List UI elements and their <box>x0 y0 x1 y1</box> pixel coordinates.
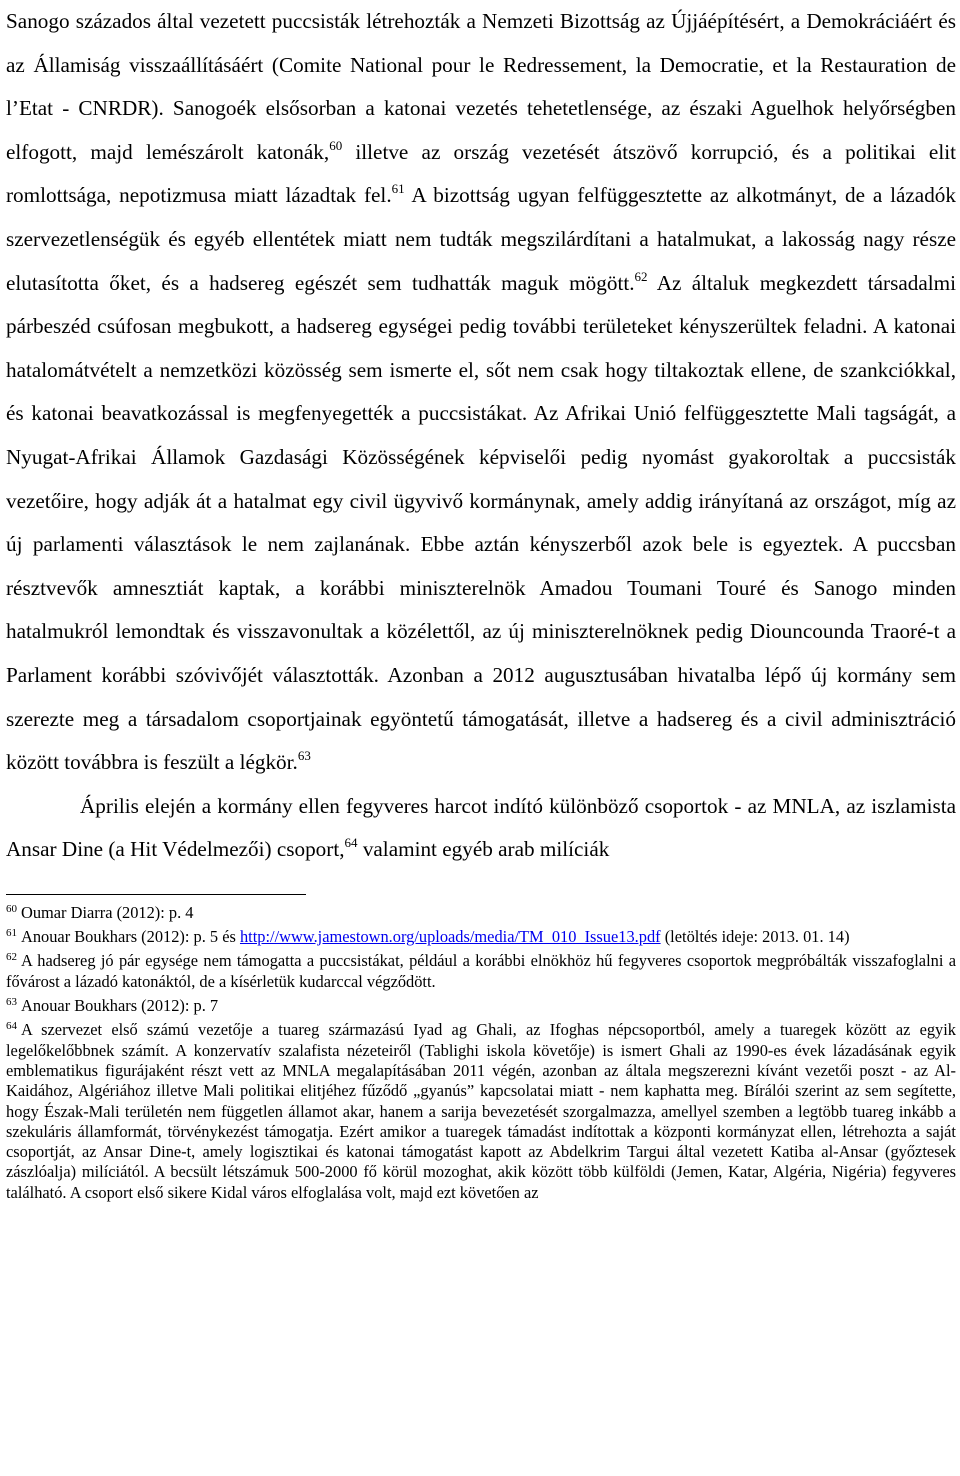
footnote-number: 62 <box>6 951 17 964</box>
footnote-64 <box>6 1020 956 1203</box>
footnote-62 <box>6 951 956 992</box>
footnote-ref-64[interactable]: 64 <box>344 835 358 851</box>
footnote-text: Oumar Diarra (2012): p. 4 <box>21 902 194 922</box>
body-paragraph-1 <box>6 0 956 785</box>
body-paragraph-2 <box>6 785 956 872</box>
footnote-separator <box>6 894 306 895</box>
paragraph-1-text-b: illetve az ország vezetését átszövő korrupció, és a politikai elit romlottsága, nepotizmusa miatt lázadtak fel. <box>6 139 956 208</box>
footnote-60 <box>6 903 956 923</box>
footnote-ref-61[interactable]: 61 <box>391 181 405 197</box>
paragraph-1-text-c: A bizottság ugyan felfüggesztette az alkotmányt, de a lázadók szervezetlenségük és egyéb ellentétek miatt nem tudták megszilárdítani a hatalmukat, a lakosság nagy része elutasította őket, és a hadsereg egészét sem tudhatták maguk mögött. <box>6 183 956 295</box>
source-link[interactable]: http://www.jamestown.org/uploads/media/TM_010_Issue13.pdf <box>239 927 661 947</box>
footnote-63 <box>6 996 956 1016</box>
footnote-ref-62[interactable]: 62 <box>634 268 648 284</box>
footnote-text: A hadsereg jó pár egysége nem támogatta a puccsistákat, például a korábbi elnökhöz hű fegyveres csoportok megpróbálták visszafoglalni a fővárost a lázadó katonáktól, de a kísérletük kudarccal végződött. <box>6 951 956 991</box>
paragraph-1-text-d: Az általuk megkezdett társadalmi párbeszéd csúfosan megbukott, a hadsereg egységei pedig további területeket kényszerültek feladni. A katonai hatalomátvételt a nemzetközi közösség sem ismerte el, sőt nem csak hogy tiltakoztak ellene, de szankciókkal, és katonai beavatkozással is megfenyegették a puccsistákat. Az Afrikai Unió felfüggesztette Mali tagságát, a Nyugat-Afrikai Államok Gazdasági Közösségének képviselői pedig nyomást gyakoroltak a puccsisták vezetőire, hogy adják át a hatalmat egy civil ügyvivő kormánynak, amely addig irányítaná az országot, míg az új parlamenti választások le nem zajlanának. Ebbe aztán kényszerből azok bele is egyeztek. A puccsban résztvevők amnesztiát kaptak, a korábbi miniszterelnök Amadou Toumani Touré és Sanogo minden hatalmukról lemondtak és visszavonultak a közélettől, az új miniszterelnöknek pedig Diouncounda Traoré-t a Parlament korábbi szóvivőjét választották. Azonban a 2012 augusztusában hivatalba lépő új kormány sem szerezte meg a társadalom csoportjainak egyöntetű támogatását, illetve a hadsereg és a civil adminisztráció között továbbra is feszült a légkör. <box>6 270 956 775</box>
footnote-number: 61 <box>6 927 17 940</box>
footnote-ref-60[interactable]: 60 <box>329 137 343 153</box>
paragraph-2-text-b: valamint egyéb arab milíciák <box>357 837 610 862</box>
footnote-text: Anouar Boukhars (2012): p. 5 és <box>21 927 240 947</box>
footnote-number: 63 <box>6 996 17 1009</box>
footnotes <box>6 903 956 1203</box>
footnote-text: A szervezet első számú vezetője a tuareg származású Iyad ag Ghali, az Ifoghas népcsoportból, amely a tuaregek között az egyik legelőkelőbbnek számít. A konzervatív szalafista nézeteiről (Tablighi iskola követője) is ismert Ghali az 1990-es évek lázadásának egyik emblematikus figurájaként részt vett az MNLA megalapításában 2011 végén, azonban az általa megszerezni kívánt vezetői poszt - az Al-Kaidához, Algériához illetve Mali politikai elitjéhez fűződő „gyanús” kapcsolatai miatt - nem kaphatta meg. Bírálói szerint az sem segítette, hogy Észak-Mali területén nem független államot akar, hanem a sarija bevezetését szorgalmazza, amellyel szemben a legtöbb tuareg inkább a szekuláris államformát, törvénykezést támogatja. Ezért amikor a tuaregek támadást indítottak a központi kormányzat ellen, létrehozta a saját csoportját, az Ansar Dine-t, amely logisztikai és katonai támogatást kapott az Abdelkrim Targui által vezetett Katiba al-Ansar (győztesek zászlóalja) milíciától. A becsült létszámuk 500-2000 fő körül mozoghat, akik között több külföldi (Jemen, Katar, Algéria, Nigéria) fegyveres található. A csoport első sikere Kidal város elfoglalása volt, majd ezt követően az <box>6 1020 956 1202</box>
footnote-ref-63[interactable]: 63 <box>297 748 311 764</box>
paragraph-1-text-a: Sanogo százados által vezetett puccsisták létrehozták a Nemzeti Bizottság az Újjáépítésért, a Demokráciáért és az Államiság visszaállításáért (Comite National pour le Redressement, la Democratie, et la Restauration de l’Etat - CNRDR). Sanogoék elsősorban a katonai vezetés tehetetlensége, az északi Aguelhok helyőrségben elfogott, majd lemészárolt katonák, <box>6 9 956 164</box>
document-page <box>6 0 956 1207</box>
paragraph-2-text-a: Április elején a kormány ellen fegyveres harcot indító különböző csoportok - az MNLA, az iszlamista Ansar Dine (a Hit Védelmezői) csoport, <box>6 793 956 862</box>
footnote-number: 64 <box>6 1020 17 1033</box>
footnote-number: 60 <box>6 902 17 915</box>
footnote-61 <box>6 927 956 947</box>
footnote-text-tail: (letöltés ideje: 2013. 01. 14) <box>660 927 850 947</box>
footnote-text: Anouar Boukhars (2012): p. 7 <box>21 996 219 1016</box>
